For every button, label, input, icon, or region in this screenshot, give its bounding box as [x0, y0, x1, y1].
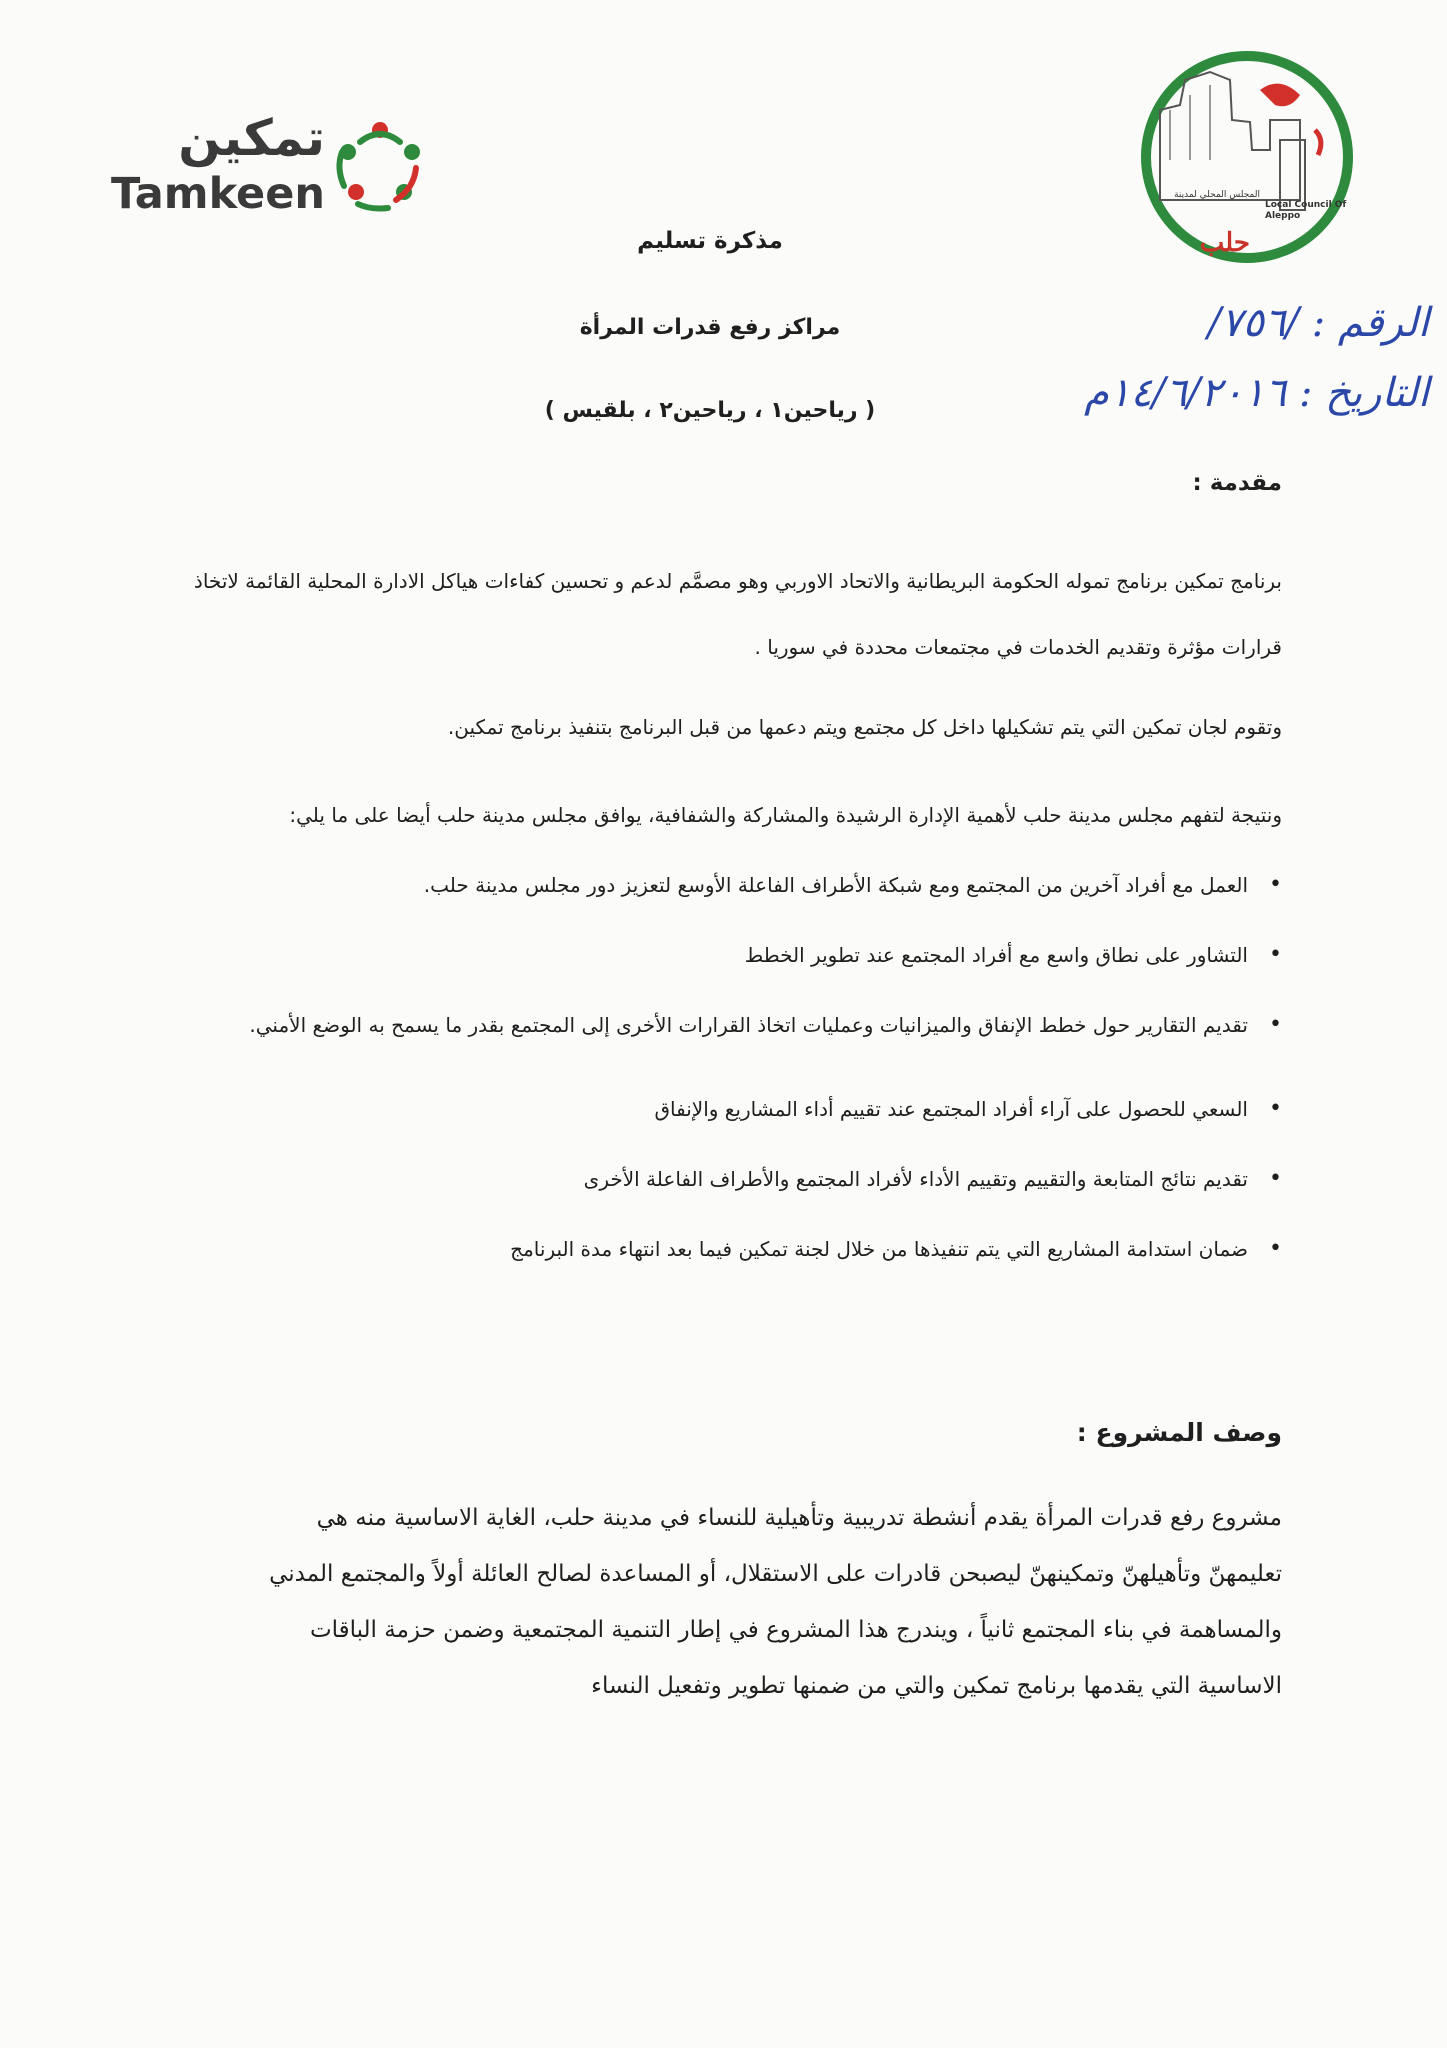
reference-number: الرقم : /٧٥٦/ — [1207, 300, 1429, 346]
reference-date: التاريخ : ١٤/٦/٢٠١٦م — [1084, 370, 1429, 416]
document-subtitle: مراكز رفع قدرات المرأة — [579, 315, 841, 340]
tamkeen-mark-icon — [330, 116, 430, 216]
list-item: • تقديم التقارير حول خطط الإنفاق والميزانيات وعمليات اتخاذ القرارات الأخرى إلى المجتمع بقدر ما يسمح به الوضع الأمني. — [152, 992, 1282, 1058]
tamkeen-logo-english: Tamkeen — [111, 169, 325, 219]
list-item: • العمل مع أفراد آخرين من المجتمع ومع شبكة الأطراف الفاعلة الأوسع لتعزيز دور مجلس مدينة حلب. — [152, 870, 1282, 900]
commitments-list — [152, 870, 1282, 1264]
list-item: • التشاور على نطاق واسع مع أفراد المجتمع عند تطوير الخطط — [152, 940, 1282, 970]
document-title: مذكرة تسليم — [637, 228, 783, 254]
intro-paragraph-1: برنامج تمكين برنامج تموله الحكومة البريطانية والاتحاد الاوربي وهو مصمَّم لدعم و تحسين كفاءات هياكل الادارة المحلية القائمة لاتخاذ قرارات مؤثرة وتقديم الخدمات في مجتمعات محددة في سوريا . — [193, 569, 1282, 659]
intro-paragraph-2: وتقوم لجان تمكين التي يتم تشكيلها داخل كل مجتمع ويتم دعمها من قبل البرنامج بتنفيذ برنامج تمكين. — [447, 715, 1282, 739]
council-name-english: Local Council Of Aleppo — [1265, 200, 1347, 221]
intro-heading: مقدمة : — [1192, 470, 1282, 496]
intro-paragraph-3: ونتيجة لتفهم مجلس مدينة حلب لأهمية الإدارة الرشيدة والمشاركة والشفافية، يوافق مجلس مدينة حلب أيضا على ما يلي: — [289, 803, 1282, 827]
council-name-arabic: المجلس المحلي لمدينة — [1174, 190, 1260, 200]
council-logo — [1140, 50, 1355, 265]
council-city-name: حلب — [1199, 228, 1250, 258]
list-item: • تقديم نتائج المتابعة والتقييم وتقييم الأداء لأفراد المجتمع والأطراف الفاعلة الأخرى — [152, 1164, 1282, 1194]
tamkeen-logo-arabic: تمكين — [178, 109, 325, 167]
list-item: • ضمان استدامة المشاريع التي يتم تنفيذها من خلال لجنة تمكين فيما بعد انتهاء مدة البرنامج — [152, 1234, 1282, 1264]
project-heading: وصف المشروع : — [1076, 1418, 1282, 1447]
tamkeen-logo — [105, 108, 435, 228]
list-item: • السعي للحصول على آراء أفراد المجتمع عند تقييم أداء المشاريع والإنفاق — [152, 1094, 1282, 1124]
centers-list: ( رياحين١ ، رياحين٢ ، بلقيس ) — [544, 398, 876, 423]
project-description: مشروع رفع قدرات المرأة يقدم أنشطة تدريبية وتأهيلية للنساء في مدينة حلب، الغاية الاساسية منه هي تعليمهنّ وتأهيلهنّ وتمكينهنّ ليصبحن قادرات على الاستقلال، أو المساعدة لصالح العائلة أولاً والمجتمع المدني والمساهمة في بناء المجتمع ثانياً ، ويندرج هذا المشروع في إطار التنمية المجتمعية وضمن حزمة الباقات الاساسية التي يقدمها برنامج تمكين والتي من ضمنها تطوير وتفعيل النساء — [269, 1505, 1282, 1699]
